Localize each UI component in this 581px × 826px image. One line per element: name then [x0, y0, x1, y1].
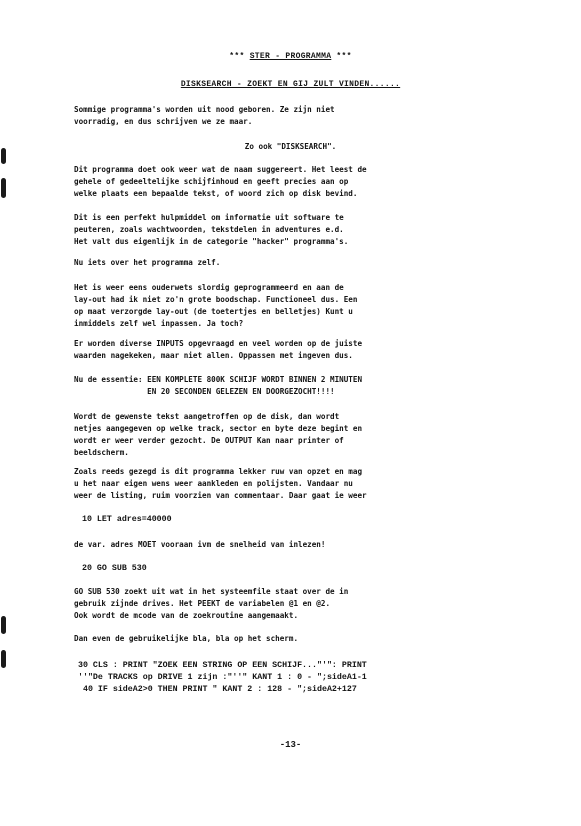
paragraph-see-also: Zo ook "DISKSEARCH". — [244, 142, 337, 151]
paragraph-inputs: Er worden diverse INPUTS opgevraagd en veel worden op de juiste waarden nagekeken, maar niet allen. Oppassen met ingeven dus. — [74, 339, 363, 360]
title-stars-left: *** — [229, 52, 245, 61]
binder-hole-mark — [1, 178, 6, 198]
code-line-10: 10 LET adres=40000 — [82, 515, 172, 524]
paragraph-bla: Dan even de gebruikelijke bla, bla op het scherm. — [74, 634, 299, 643]
code-line-20: 20 GO SUB 530 — [82, 564, 147, 573]
paragraph-description: Dit programma doet ook weer wat de naam suggereert. Het leest de gehele of gedeeltelijke schijfinhoud en geeft precies aan op welke plaats een bepaalde tekst, of woord zich op disk bevind. — [74, 165, 367, 198]
paragraph-gosub: GO SUB 530 zoekt uit wat in het systeemfile staat over de in gebruik zijnde drives. Het PEEKT de variabelen @1 en @2. Ook wordt de mcode van de zoekroutine aangemaakt. — [74, 587, 349, 620]
paragraph-program: Nu iets over het programma zelf. — [74, 258, 221, 267]
page-title — [0, 52, 581, 61]
paragraph-search-result: Wordt de gewenste tekst aangetroffen op de disk, dan wordt netjes aangegeven op welke track, sector en byte deze begint en wordt er weer verder gezocht. De OUTPUT Kan naar printer of beeldscherm. — [74, 412, 363, 457]
title-stars-right: *** — [336, 52, 352, 61]
page-number: -13- — [279, 740, 302, 750]
paragraph-adres: de var. adres MOET vooraan ivm de snelheid van inlezen! — [74, 540, 326, 549]
paragraph-hacker: Dit is een perfekt hulpmiddel om informatie uit software te peuteren, zoals wachtwoorden, tekstdelen in adventures e.d. Het valt dus eigenlijk in de categorie "hacker" programma's. — [74, 213, 349, 246]
title-text: STER - PROGRAMMA — [249, 52, 332, 61]
article-subtitle: DISKSEARCH - ZOEKT EN GIJ ZULT VINDEN...... — [180, 80, 401, 89]
paragraph-listing: Zoals reeds gezegd is dit programma lekker ruw van opzet en mag u het naar eigen wens weer aankleden en polijsten. Vandaar nu weer de listing, ruim voorzien van commentaar. Daar gaat ie weer — [74, 467, 367, 500]
binder-hole-mark — [1, 650, 6, 668]
paragraph-layout: Het is weer eens ouderwets slordig geprogrammeerd en aan de lay-out had ik niet zo'n grote boodschap. Functioneel dus. Een op maat verzorgde lay-out (de toetertjes en belletjes) Kunt u inmiddels zelf wel inpassen. Ja toch? — [74, 283, 358, 328]
paragraph-intro: Sommige programma's worden uit nood geboren. Ze zijn niet voorradig, en dus schrijven we ze maar. — [74, 105, 335, 126]
binder-hole-mark — [1, 616, 6, 634]
paragraph-essence: Nu de essentie: EEN KOMPLETE 800K SCHIJF WORDT BINNEN 2 MINUTEN EN 20 SECONDEN GELEZEN EN DOORGEZOCHT!!!! — [74, 375, 363, 396]
code-lines-30-40: 30 CLS : PRINT "ZOEK EEN STRING OP EEN SCHIJF..."'": PRINT ''"De TRACKS op DRIVE 1 zijn :"''" KANT 1 : 0 - ";sideA1-1 40 IF sideA2>0 THEN PRINT " KANT 2 : 128 - ";sideA2+127 — [78, 661, 367, 694]
